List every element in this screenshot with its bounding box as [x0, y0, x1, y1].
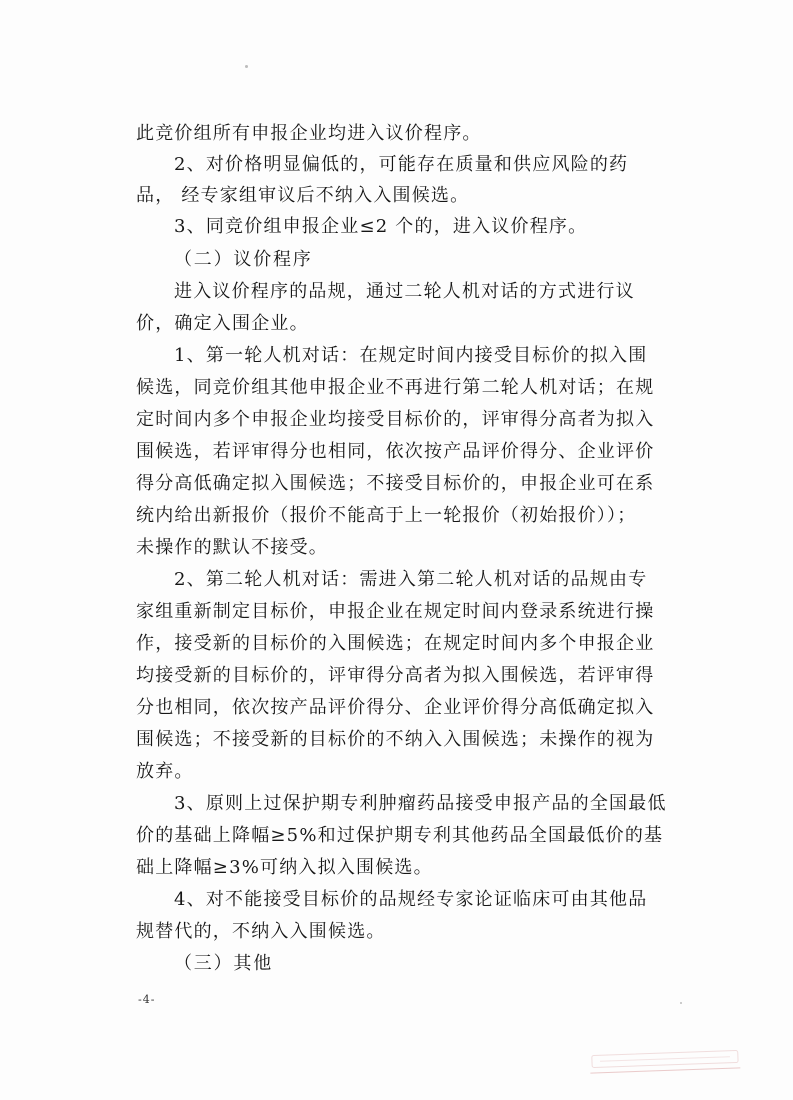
- body-line: 围候选；不接受新的目标价的不纳入入围候选；未操作的视为: [136, 729, 655, 750]
- body-line: 分也相同，依次按产品评价得分、企业评价得分高低确定拟入: [136, 697, 655, 718]
- body-line: 得分高低确定拟入围候选；不接受目标价的，申报企业可在系: [136, 473, 655, 494]
- section-heading: （二）议价程序: [174, 249, 313, 270]
- body-line: 价，确定入围企业。: [136, 313, 309, 334]
- body-line: 础上降幅≥3%可纳入拟入围候选。: [136, 857, 433, 878]
- section-heading: （三）其他: [174, 953, 273, 974]
- body-line: 3、原则上过保护期专利肿瘤药品接受申报产品的全国最低: [174, 793, 667, 814]
- body-line: 未操作的默认不接受。: [136, 537, 328, 558]
- body-line: 规替代的，不纳入入围候选。: [136, 921, 386, 942]
- page-number: -4-: [138, 993, 156, 1006]
- body-line: 1、第一轮人机对话：在规定时间内接受目标价的拟入围: [174, 345, 648, 366]
- body-line: 2、第二轮人机对话：需进入第二轮人机对话的品规由专: [174, 569, 648, 590]
- body-line: 围候选，若评审得分也相同，依次按产品评价得分、企业评价: [136, 441, 655, 462]
- body-line: 3、同竞价组申报企业≤2 个的，进入议价程序。: [174, 216, 588, 237]
- body-line: 候选，同竞价组其他申报企业不再进行第二轮人机对话；在规: [136, 377, 655, 398]
- body-line: 价的基础上降幅≥5%和过保护期专利其他药品全国最低价的基: [136, 825, 664, 846]
- body-line: 均接受新的目标价的，评审得分高者为拟入围候选，若评审得: [136, 665, 655, 686]
- body-line: 4、对不能接受目标价的品规经专家论证临床可由其他品: [174, 889, 648, 910]
- body-line: 进入议价程序的品规，通过二轮人机对话的方式进行议: [174, 281, 635, 302]
- body-line: 放弃。: [136, 761, 194, 782]
- body-line: 家组重新制定目标价，申报企业在规定时间内登录系统进行操: [136, 601, 655, 622]
- body-line: 此竞价组所有申报企业均进入议价程序。: [136, 123, 482, 144]
- scan-speck: [680, 1002, 682, 1004]
- body-line: 统内给出新报价（报价不能高于上一轮报价（初始报价））；: [136, 505, 637, 526]
- body-line: 品， 经专家组审议后不纳入入围候选。: [136, 185, 470, 206]
- scan-speck: [245, 65, 248, 68]
- watermark: [590, 1047, 741, 1073]
- body-line: 定时间内多个申报企业均接受目标价的，评审得分高者为拟入: [136, 409, 655, 430]
- watermark-graphic: [590, 1047, 741, 1072]
- body-line: 作，接受新的目标价的入围候选；在规定时间内多个申报企业: [136, 633, 655, 654]
- body-line: 2、对价格明显偏低的，可能存在质量和供应风险的药: [174, 154, 629, 175]
